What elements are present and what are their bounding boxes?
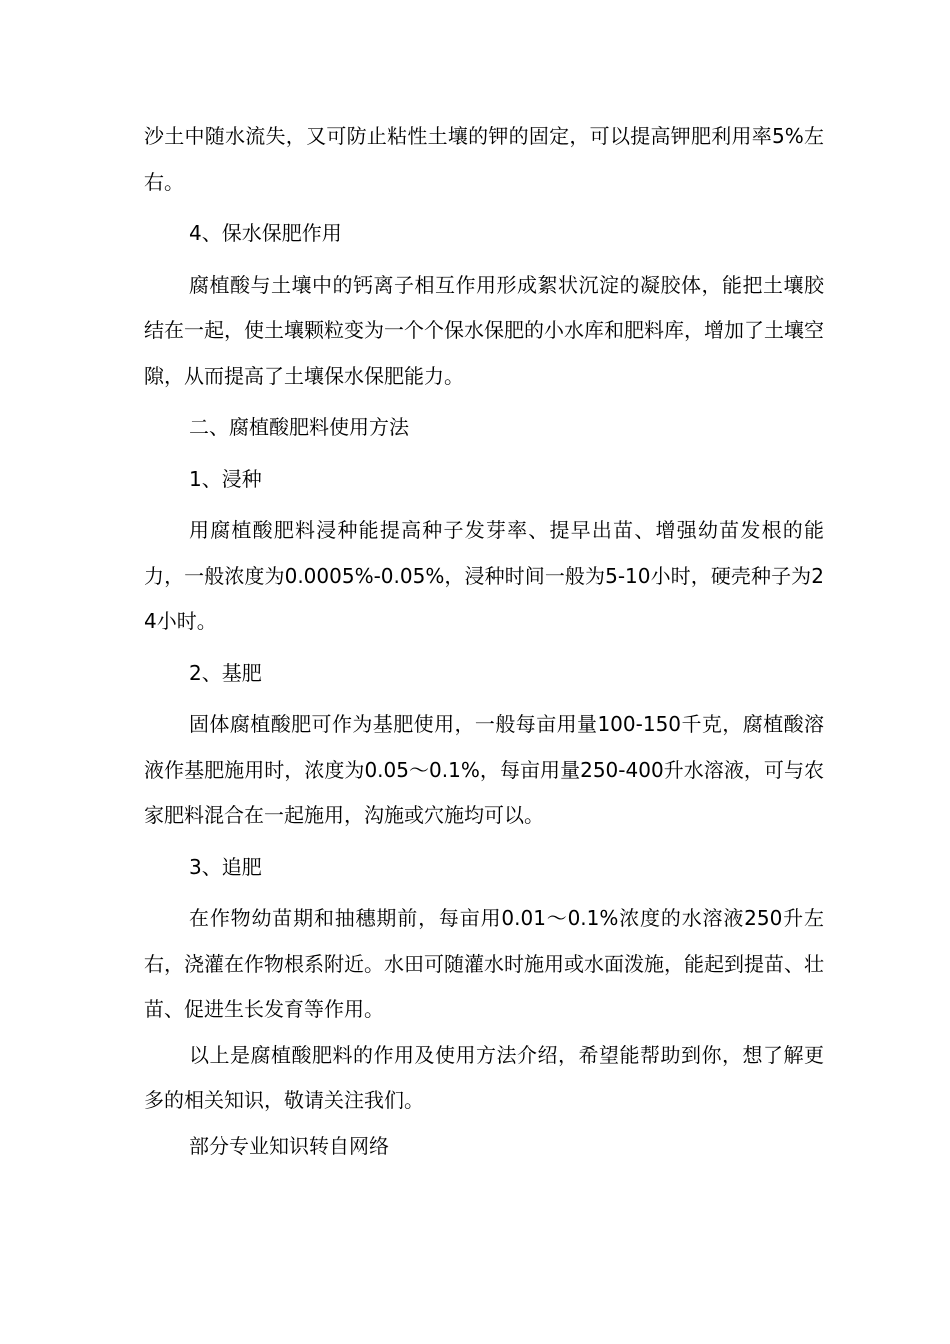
paragraph-source-note: 部分专业知识转自网络 xyxy=(189,1133,389,1158)
heading-base-fertilizer: 2、基肥 xyxy=(189,660,262,685)
paragraph-water-fertilizer-retention: 腐植酸与土壤中的钙离子相互作用形成絮状沉淀的凝胶体，能把土壤胶结在一起，使土壤颗粒变为一个个保水保肥的小水库和肥料库，增加了土壤空隙，从而提高了土壤保水保肥能力。 xyxy=(144,272,824,388)
heading-topdressing: 3、追肥 xyxy=(189,854,262,879)
heading-seed-soaking: 1、浸种 xyxy=(189,466,262,491)
paragraph-seed-soaking: 用腐植酸肥料浸种能提高种子发芽率、提早出苗、增强幼苗发根的能力，一般浓度为0.0005%-0.05%，浸种时间一般为5-10小时，硬壳种子为24小时。 xyxy=(144,518,824,633)
document-body xyxy=(144,114,824,1169)
paragraph-topdressing: 在作物幼苗期和抽穗期前，每亩用0.01～0.1%浓度的水溶液250升左右，浇灌在作物根系附近。水田可随灌水时施用或水面泼施，能起到提苗、壮苗、促进生长发育等作用。 xyxy=(144,906,824,1021)
heading-usage-methods: 二、腐植酸肥料使用方法 xyxy=(189,415,409,439)
paragraph-conclusion: 以上是腐植酸肥料的作用及使用方法介绍，希望能帮助到你，想了解更多的相关知识，敬请关注我们。 xyxy=(144,1042,824,1112)
paragraph-potassium-continued: 沙土中随水流失，又可防止粘性土壤的钾的固定，可以提高钾肥利用率5%左右。 xyxy=(144,124,824,194)
paragraph-base-fertilizer: 固体腐植酸肥可作为基肥使用，一般每亩用量100-150千克，腐植酸溶液作基肥施用时，浓度为0.05～0.1%，每亩用量250-400升水溶液，可与农家肥料混合在一起施用，沟施或穴施均可以。 xyxy=(144,712,824,827)
heading-water-fertilizer-retention: 4、保水保肥作用 xyxy=(189,221,342,245)
